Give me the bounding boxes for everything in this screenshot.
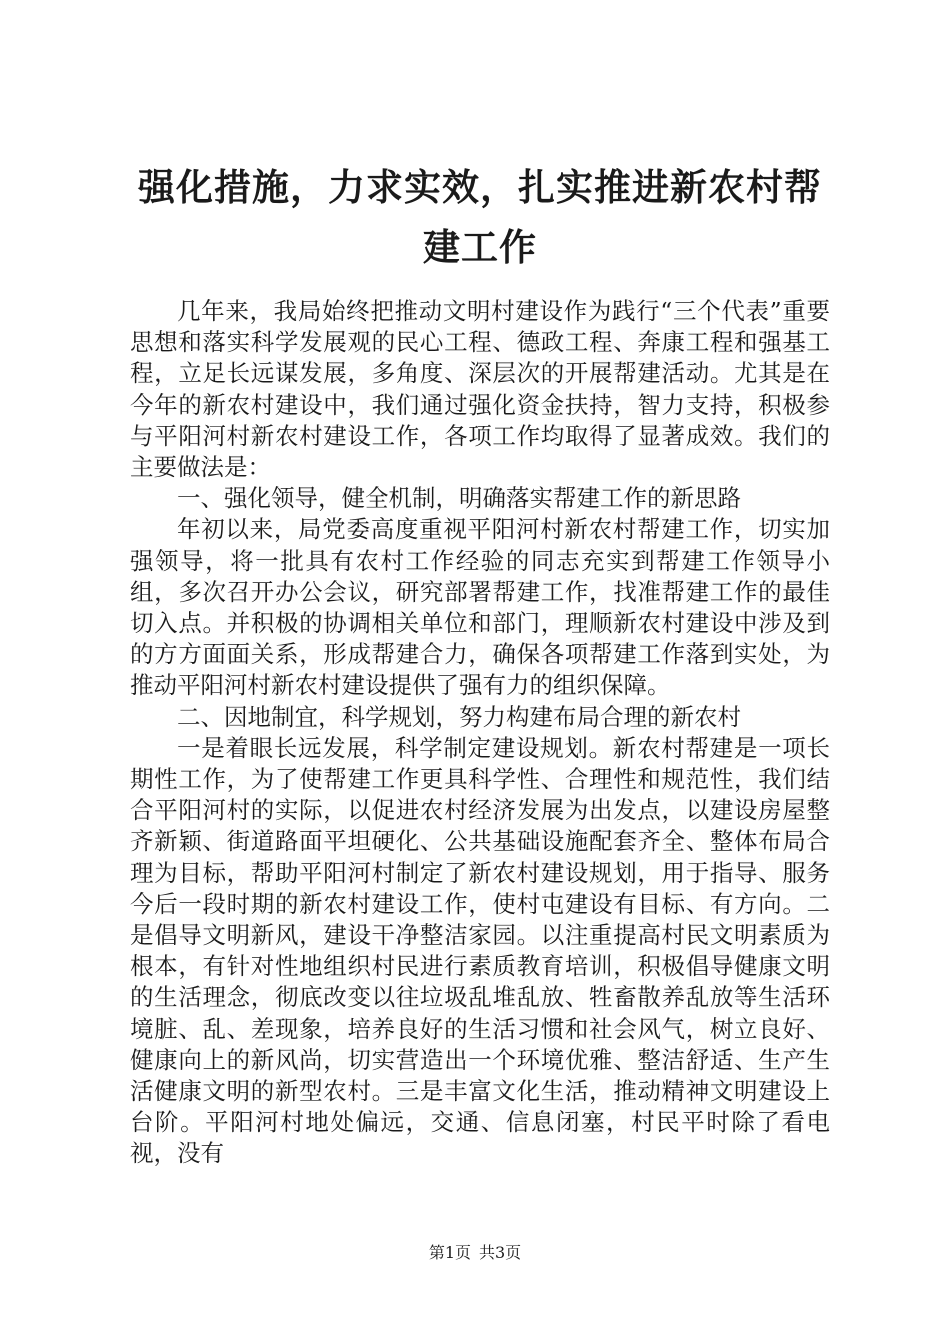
page-number: 第1页 bbox=[428, 1243, 471, 1262]
paragraph-section-2: 一是着眼长远发展，科学制定建设规划。新农村帮建是一项长期性工作，为了使帮建工作更具科学性、合理性和规范性，我们结合平阳河村的实际，以促进农村经济发展为出发点，以建设房屋整齐新颖、街道路面平坦硬化、公共基础设施配套齐全、整体布局合理为目标，帮助平阳河村制定了新农村建设规划，用于指导、服务今后一段时期的新农村建设工作，使村屯建设有目标、有方向。二是倡导文明新风，建设干净整洁家园。以注重提高村民文明素质为根本，有针对性地组织村民进行素质教育培训，积极倡导健康文明的生活理念，彻底改变以往垃圾乱堆乱放、牲畜散养乱放等生活环境脏、乱、差现象，培养良好的生活习惯和社会风气，树立良好、健康向上的新风尚，切实营造出一个环境优雅、整洁舒适、生产生活健康文明的新型农村。三是丰富文化生活，推动精神文明建设上台阶。平阳河村地处偏远，交通、信息闭塞，村民平时除了看电视，没有 bbox=[130, 733, 830, 1168]
page-footer bbox=[0, 1243, 950, 1263]
page-total: 共3页 bbox=[479, 1243, 522, 1262]
paragraph-intro: 几年来，我局始终把推动文明村建设作为践行“三个代表”重要思想和落实科学发展观的民心工程、德政工程、奔康工程和强基工程，立足长远谋发展，多角度、深层次的开展帮建活动。尤其是在今年的新农村建设中，我们通过强化资金扶持，智力支持，积极参与平阳河村新农村建设工作，各项工作均取得了显著成效。我们的主要做法是： bbox=[130, 297, 830, 482]
paragraph-section-1: 年初以来，局党委高度重视平阳河村新农村帮建工作，切实加强领导，将一批具有农村工作经验的同志充实到帮建工作领导小组，多次召开办公会议，研究部署帮建工作，找准帮建工作的最佳切入点。并积极的协调相关单位和部门，理顺新农村建设中涉及到的方方面面关系，形成帮建合力，确保各项帮建工作落到实处，为推动平阳河村新农村建设提供了强有力的组织保障。 bbox=[130, 515, 830, 700]
document-body bbox=[130, 296, 830, 1170]
document-title: 强化措施，力求实效，扎实推进新农村帮建工作 bbox=[138, 166, 822, 269]
section-heading-1: 一、强化领导，健全机制，明确落实帮建工作的新思路 bbox=[177, 484, 741, 513]
section-heading-2: 二、因地制宜，科学规划，努力构建布局合理的新农村 bbox=[177, 702, 741, 731]
